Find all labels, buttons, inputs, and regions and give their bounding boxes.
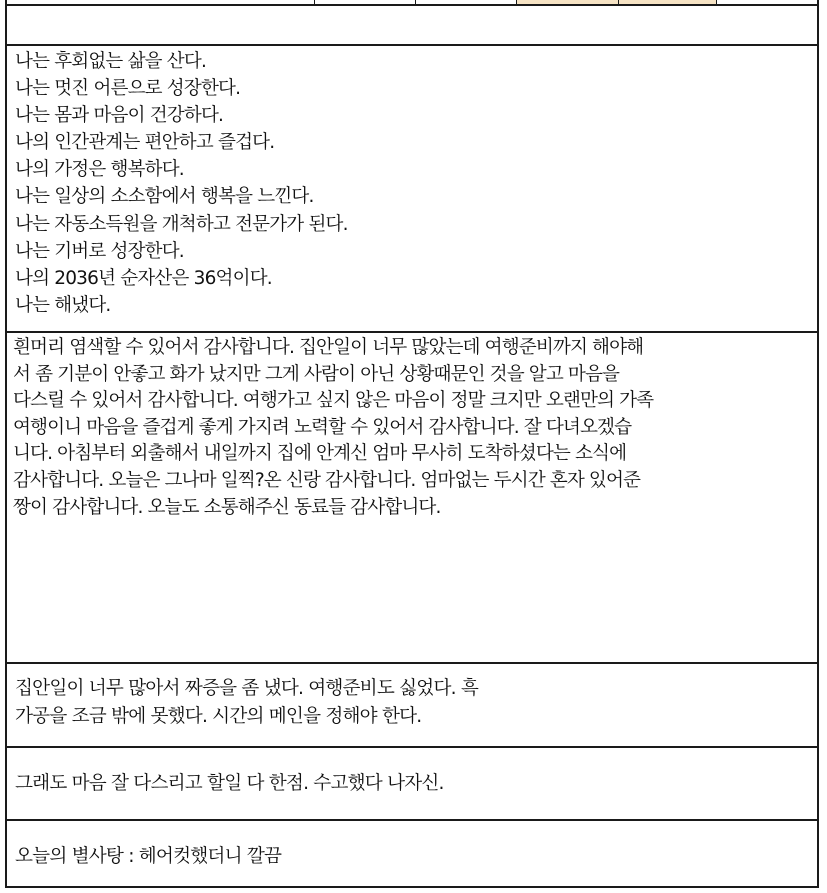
affirmation-line: 나는 해냈다. — [15, 294, 111, 316]
affirmation-line: 나의 가정은 행복하다. — [15, 159, 184, 181]
affirmation-line: 나는 자동소득원을 개척하고 전문가가 된다. — [15, 213, 348, 235]
affirmation-line: 나는 기버로 성장한다. — [15, 240, 184, 262]
gratitude-cell — [7, 331, 817, 662]
reflection-cell — [7, 662, 817, 746]
affirmation-line: 나는 몸과 마음이 건강하다. — [15, 105, 224, 127]
affirmation-line: 나의 2036년 순자산은 36억이다. — [15, 267, 272, 289]
affirmation-line: 나는 후회없는 삶을 산다. — [15, 51, 207, 72]
affirmation-line: 나는 멋진 어른으로 성장한다. — [15, 78, 241, 100]
reflection-text: 집안일이 너무 많아서 짜증을 좀 냈다. 여행준비도 싫었다. 흑 가공을 조금 밖에 못했다. 시간의 메인을 정해야 한다. — [15, 678, 478, 727]
journal-table — [5, 0, 819, 888]
affirmation-line: 나는 일상의 소소함에서 행복을 느낀다. — [15, 186, 314, 208]
empty-row — [7, 4, 817, 44]
affirmations-cell — [7, 44, 817, 331]
self-praise-cell — [7, 746, 817, 819]
affirmation-line: 나의 인간관계는 편안하고 즐겁다. — [15, 132, 275, 154]
self-praise-text: 그래도 마음 잘 다스리고 할일 다 한점. 수고했다 나자신. — [15, 773, 444, 794]
gratitude-text: 흰머리 염색할 수 있어서 감사합니다. 집안일이 너무 많았는데 여행준비까지 해야해 서 좀 기분이 안좋고 화가 났지만 그게 사람이 아닌 상황때문인 것을 알고 마음을 다스릴 수 있어서 감사합니다. 여행가고 싶지 않은 마음이 정말 크지만 오랜만의 가족 여행이니 마음을 즐겁게 좋게 가지려 노력할 수 있어서 감사합니다. 잘 다녀오겠습 니다. 아침부터 외출해서 내일까지 집에 안계신 엄마 무사히 도착하셨다는 소식에 감사합니다. 오늘은 그나마 일찍?온 신랑 감사합니다. 엄마없는 두시간 혼자 있어준 짱이 감사합니다. 오늘도 소통해주신 동료들 감사합니다. — [13, 337, 654, 518]
treat-cell — [7, 819, 817, 886]
treat-text: 오늘의 별사탕 : 헤어컷했더니 깔끔 — [15, 846, 282, 867]
